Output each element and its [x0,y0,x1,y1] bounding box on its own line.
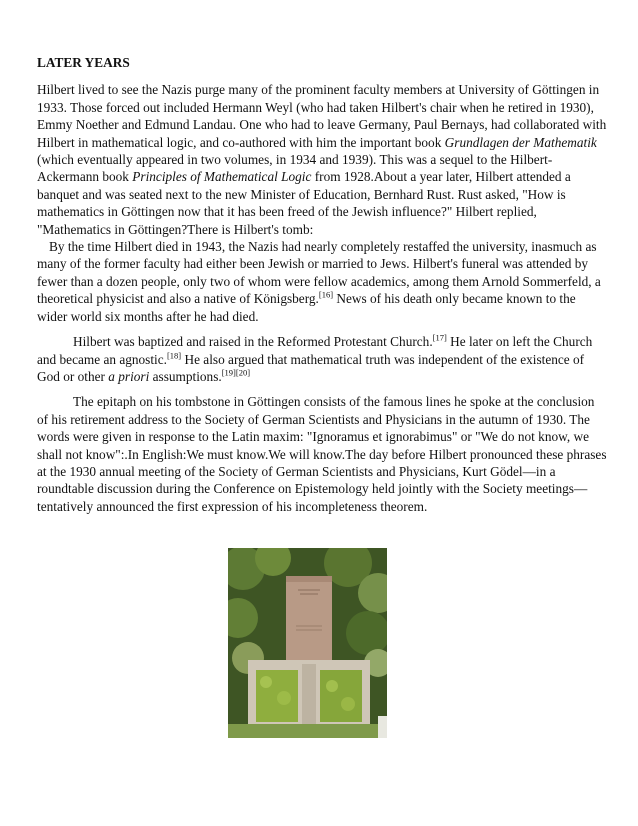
italic-term: a priori [108,368,150,384]
plant [326,680,338,692]
plant [260,676,272,688]
text-run: Hilbert lived to see the Nazis purge many of the prominent faculty members at University of Göttingen in 1933. Those forced out included Hermann Weyl (who had taken Hilbert's chair when he retired in 1930), Emmy Noether and Edmund Landau. One who had to leave Germany, Paul Bernays, had collaborated with Hilbert in mathematical logic, and co-authored with him the important book [37,82,607,150]
plant-bed-right [320,670,362,722]
text-run: News of his death only became known to the wider world six months after he had died. [37,291,576,324]
text-run: The epitaph on his tombstone in Göttingen consists of the famous lines he spoke at the conclusion of his retirement address to the Society of German Scientists and Physicians in the autumn of 1930. The words were given in response to the Latin maxim: "Ignoramus et ignorabimus" or "We do not know, we shall not know":.In English:We must know.We will know.The day before Hilbert pronounced these phrases at the 1930 annual meeting of the Society of German Scientists and Physicians, Kurt Gödel—in a roundtable discussion during the Conference on Epistemology held jointly with the Society meetings—tentatively announced the first expression of his incompleteness theorem. [37,394,607,514]
text-run: He also argued that mathematical truth was independent of the existence of God or other [37,351,585,384]
foreground-grass [228,724,387,738]
paragraph-epitaph [37,393,607,515]
citation-link[interactable]: [18] [166,350,182,361]
text-run: He later on left the Church and became an agnostic. [37,334,593,367]
citation-link[interactable]: [17] [432,332,447,343]
light-patch [378,716,387,738]
section-heading: LATER YEARS [37,55,130,70]
tombstone-photo [228,548,387,738]
text-run: (which eventually appeared in two volumes, in 1934 and 1939). This was a sequel to the Hilbert-Ackermann book [37,152,553,185]
tombstone-illustration [228,548,387,738]
paragraph-religion [37,333,607,385]
plant [341,697,355,711]
text-run: from 1928.About a year later, Hilbert attended a banquet and was seated next to the new Minister of Education, Bernhard Rust. Rust asked, "How is mathematics in Göttingen now that it has been freed of the Jewish influence?" Hilbert replied, "Mathematics in Göttingen?There is Hilbert's tomb: [37,169,571,237]
citation-link[interactable]: [16] [318,289,334,300]
citation-link[interactable]: [19][20] [221,367,251,378]
tombstone [286,576,332,664]
text-run: By the time Hilbert died in 1943, the Nazis had nearly completely restaffed the university, inasmuch as many of the former faculty had either been Jewish or married to Jews. Hilbert's funeral was attended by fewer than a dozen people, only two of whom were fellow academics, among them Arnold Sommerfeld, a theoretical physicist and also a native of Königsberg. [37,239,601,307]
text-run: assumptions. [149,368,222,384]
paragraph-later-years [37,81,607,238]
text-run: Hilbert was baptized and raised in the Reformed Protestant Church. [73,334,433,350]
book-title: Principles of Mathematical Logic [132,169,312,185]
paragraph-death [37,238,607,325]
tombstone-top [286,576,332,582]
book-title: Grundlagen der Mathematik [444,134,597,150]
document-page [37,54,607,523]
plant [277,691,291,705]
